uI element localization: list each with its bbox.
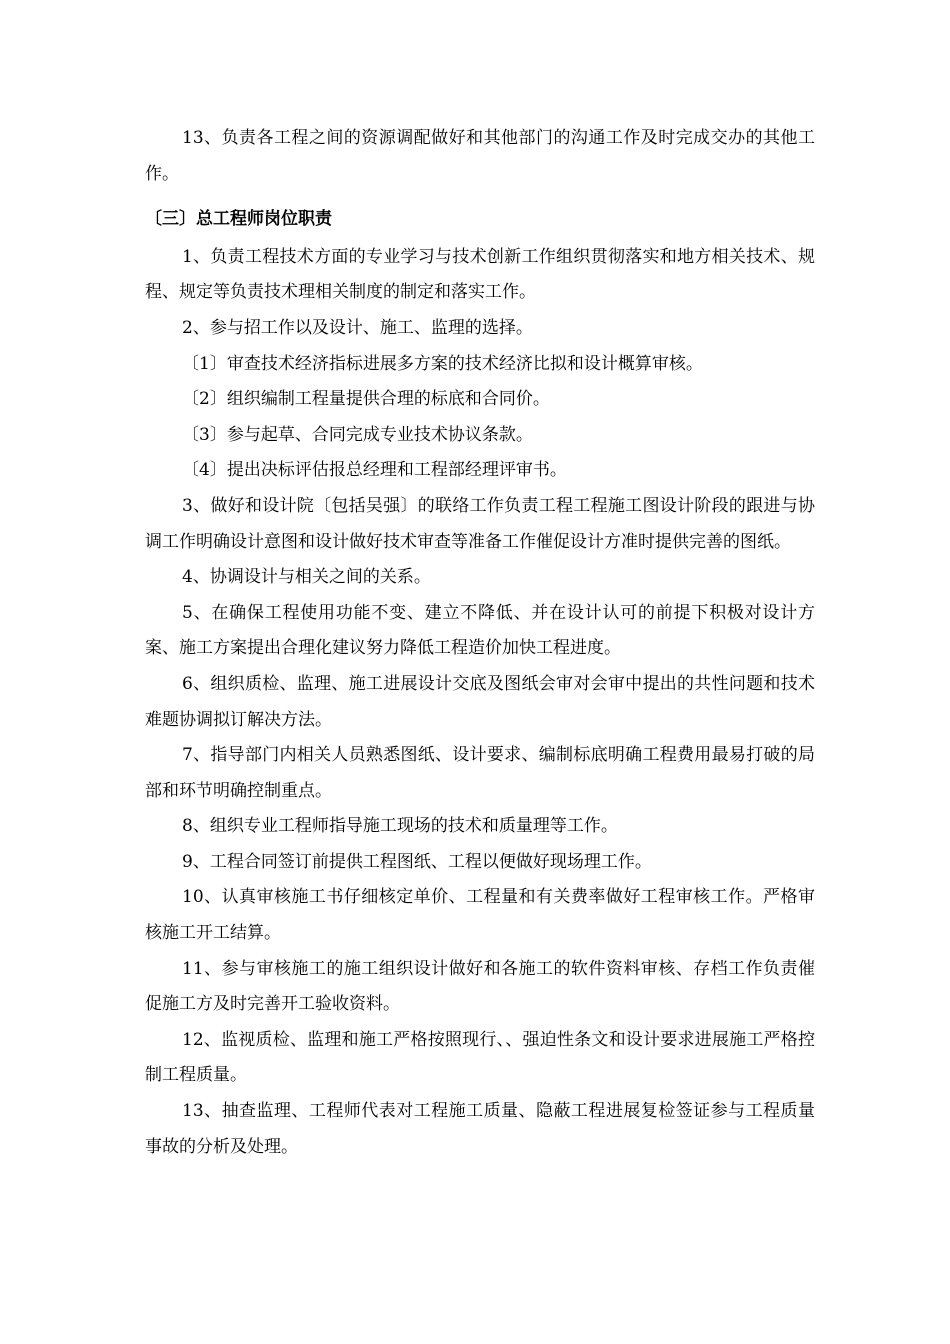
paragraph-subitem-1: 〔1〕审查技术经济指标进展多方案的技术经济比拟和设计概算审核。 (182, 353, 703, 374)
paragraph-subitem-4: 〔4〕提出决标评估报总经理和工程部经理评审书。 (182, 460, 567, 481)
paragraph-subitem-2: 〔2〕组织编制工程量提供合理的标底和合同价。 (182, 389, 550, 410)
paragraph-item-12: 12、监视质检、监理和施工严格按照现行、、强迫性条文和设计要求进展施工严格控制工程质量。 (145, 1029, 815, 1086)
paragraph-item-3: 3、做好和设计院〔包括吴强〕的联络工作负责工程工程施工图设计阶段的跟进与协调工作明确设计意图和设计做好技术审查等准备工作催促设计方准时提供完善的图纸。 (145, 495, 815, 552)
paragraph-item-11: 11、参与审核施工的施工组织设计做好和各施工的软件资料审核、存档工作负责催促施工方及时完善开工验收资料。 (145, 958, 815, 1015)
paragraph-item-8: 8、组织专业工程师指导施工现场的技术和质量理等工作。 (182, 816, 618, 837)
paragraph-item-1: 1、负责工程技术方面的专业学习与技术创新工作组织贯彻落实和地方相关技术、规程、规定等负责技术理相关制度的制定和落实工作。 (145, 246, 815, 303)
paragraph-item-5: 5、在确保工程使用功能不变、建立不降低、并在设计认可的前提下积极对设计方案、施工方案提出合理化建议努力降低工程造价加快工程进度。 (145, 602, 815, 659)
paragraph-item-9: 9、工程合同签订前提供工程图纸、工程以便做好现场理工作。 (182, 851, 652, 872)
paragraph-subitem-3: 〔3〕参与起草、合同完成专业技术协议条款。 (182, 424, 533, 445)
paragraph-item-6: 6、组织质检、监理、施工进展设计交底及图纸会审对会审中提出的共性问题和技术难题协调拟订解决方法。 (145, 673, 815, 730)
paragraph-item-13-prev: 13、负责各工程之间的资源调配做好和其他部门的沟通工作及时完成交办的其他工作。 (145, 128, 815, 184)
document-body (145, 121, 815, 1165)
paragraph-item-10: 10、认真审核施工书仔细核定单价、工程量和有关费率做好工程审核工作。严格审核施工开工结算。 (145, 887, 815, 944)
paragraph-item-2: 2、参与招工作以及设计、施工、监理的选择。 (182, 317, 533, 338)
paragraph-item-4: 4、协调设计与相关之间的关系。 (182, 567, 431, 588)
paragraph-item-13: 13、抽查监理、工程师代表对工程施工质量、隐蔽工程进展复检签证参与工程质量事故的分析及处理。 (145, 1101, 815, 1157)
section-heading: 〔三〕总工程师岗位职责 (145, 209, 332, 230)
paragraph-item-7: 7、指导部门内相关人员熟悉图纸、设计要求、编制标底明确工程费用最易打破的局部和环节明确控制重点。 (145, 745, 815, 801)
